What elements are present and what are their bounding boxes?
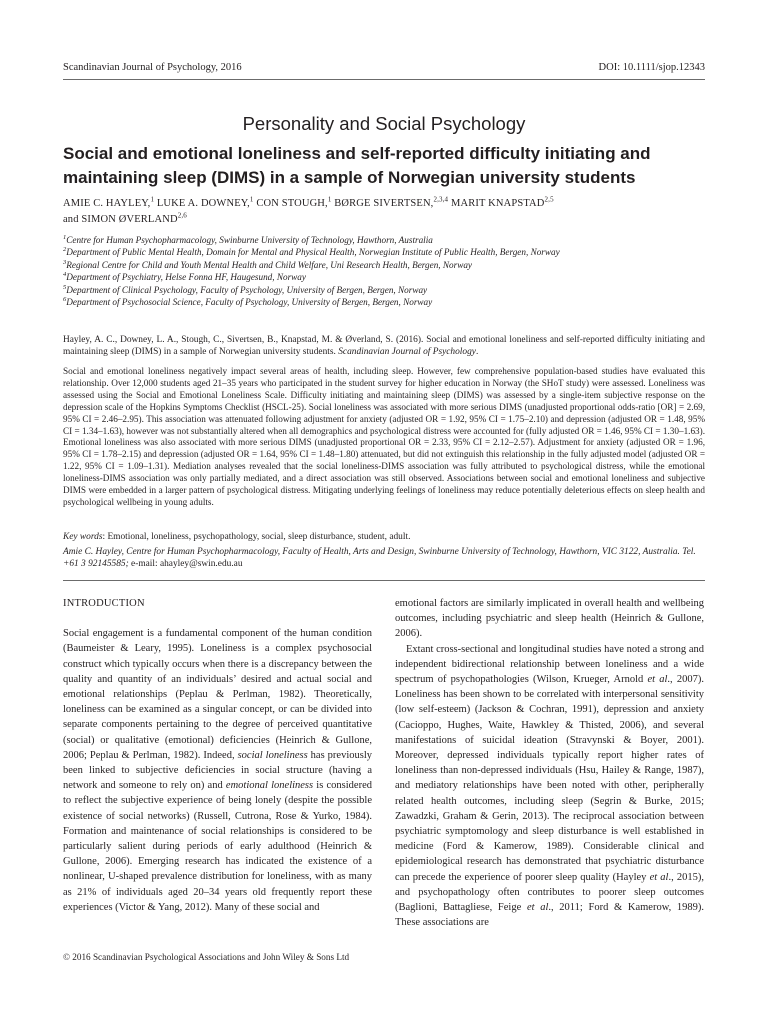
author-affiliation-marker: 1 [150, 195, 155, 204]
affiliation-text: Regional Centre for Child and Youth Mental Health and Child Welfare, Uni Research Health, Bergen, Norway [66, 259, 472, 270]
paper-title-line: Social and emotional loneliness and self-reported difficulty initiating and [63, 144, 651, 163]
correspondence-text: Amie C. Hayley, Centre for Human Psychopharmacology, Faculty of Health, Arts and Design, Swinburne University of Technology, Hawthorn, VIC 3122, Australia. Tel. +61 3 92145585; [63, 547, 696, 570]
citation-journal: Scandinavian Journal of Psychology [338, 347, 476, 358]
author-name: AMIE C. HAYLEY, [63, 198, 151, 209]
keywords [63, 531, 705, 543]
affiliation-number: 1 [63, 233, 67, 241]
body-column-left [63, 596, 372, 915]
author-name: MARIT KNAPSTAD [448, 198, 545, 209]
keywords-text: : Emotional, loneliness, psychopathology, social, sleep disturbance, student, adult. [102, 532, 411, 542]
affiliation-number: 3 [63, 258, 67, 266]
correspondence-email[interactable]: e-mail: ahayley@swin.edu.au [128, 559, 243, 570]
author-list [63, 196, 705, 227]
body-text: ., 2015), and psychopathology often contributes to poorer sleep outcomes (Baglioni, Battagliese, Feige [395, 871, 704, 914]
body-text: Social engagement is a fundamental component of the human condition (Baumeister & Leary, 1995). Loneliness is a complex psychosocial construct which typically occurs when there is a discrepancy between the quality and quantity of an individuals’ desired and actual social and emotional relationships (Peplau & Perlman, 1982). Theoretically, loneliness can be examined as a singular concept, or can be divided into separate components pertaining to the degree of perceived quantitative (social) or qualitative (emotional) deficiencies (Heinrich & Gullone, 2006; Peplau & Perlman, 1982). Indeed, [63, 628, 372, 761]
body-paragraph [63, 626, 372, 915]
author-name: CON STOUGH, [253, 198, 328, 209]
affiliation-number: 5 [63, 283, 67, 291]
abstract-divider [63, 580, 705, 581]
body-emphasis: et al [649, 871, 669, 883]
copyright-footer: © 2016 Scandinavian Psychological Associations and John Wiley & Sons Ltd [63, 952, 350, 962]
body-emphasis: emotional loneliness [225, 780, 314, 792]
author-line [63, 196, 705, 212]
doi-link[interactable]: DOI: 10.1111/sjop.12343 [598, 62, 705, 73]
body-emphasis: et al [526, 902, 549, 914]
body-emphasis: social loneliness [237, 749, 308, 761]
body-emphasis: et al [647, 674, 668, 686]
section-heading: Personality and Social Psychology [242, 113, 526, 134]
correspondence [63, 546, 705, 570]
affiliation-item [63, 284, 705, 296]
author-affiliation-marker: 1 [327, 195, 332, 204]
affiliation-number: 6 [63, 295, 67, 303]
affiliation-number: 2 [63, 246, 67, 254]
affiliation-item [63, 246, 705, 258]
body-text: Extant cross-sectional and longitudinal studies have noted a strong and independent bidirectional relationship between loneliness and a wide spectrum of psychopathologies (Wilson, Krueger, Arnold [395, 643, 704, 686]
journal-name: Scandinavian Journal of Psychology, 2016 [63, 62, 242, 73]
affiliation-text: Department of Psychosocial Science, Faculty of Psychology, University of Bergen, Bergen, Norway [66, 297, 433, 308]
affiliation-number: 4 [63, 271, 67, 279]
body-text: ., 2011; Ford & Kamerow, 1989). These associations are [395, 902, 705, 929]
affiliation-item [63, 271, 705, 283]
affiliation-text: Department of Psychiatry, Helse Fonna HF, Haugesund, Norway [66, 272, 306, 283]
paper-title [63, 142, 705, 190]
introduction-heading: INTRODUCTION [63, 598, 145, 609]
affiliation-item [63, 296, 705, 308]
citation [63, 334, 705, 358]
body-text: has previously been linked to subjective deficiencies in social structure (having a network and someone to rely on) and [63, 749, 372, 792]
affiliation-item [63, 234, 705, 246]
body-text: ., 2007). Loneliness has been shown to be correlated with interpersonal sensitivity (low self-esteem) (Jackson & Cochran, 1991), depression and anxiety (Cacioppo, Hughes, Waite, Hawkley & Thisted, 2006), and several manifestations of suicidal ideation (Stravynski & Boyer, 2001). Moreover, depressed individuals typically report higher rates of loneliness than non-depressed individuals (Hsu, Hailey & Range, 1987), and mediatory relationships have been noted with other, peripherally related health outcomes, including sleep (Segrin & Burke, 2015; Zawadzki, Graham & Gerin, 2013). The reciprocal association between psychiatric symptomology and sleep disturbance is well established in medicine (Ford & Kamerow, 1989). Considerable clinical and epidemiological research has demonstrated that psychiatric disturbance can precede the experience of poorer sleep quality (Hayley [395, 674, 705, 883]
body-paragraph: emotional factors are similarly implicated in overall health and wellbeing outcomes, including psychiatric and sleep health (Heinrich & Gullone, 2006). [395, 598, 704, 640]
author-name: BØRGE SIVERTSEN, [331, 198, 434, 209]
paper-title-line: maintaining sleep (DIMS) in a sample of Norwegian university students [63, 168, 636, 187]
affiliation-list [63, 234, 705, 308]
running-head [63, 62, 705, 73]
body-text: is considered to reflect the subjective experience of being lonely (despite the possible existence of social networks) (Russell, Cutrona, Rose & Yurko, 1984). Formation and maintenance of social relationships is considered to be particularly salient during periods of early adulthood (Heinrich & Gullone, 2006). Emerging research has indicated the existence of a nonlinear, U-shaped prevalence distribution for loneliness, with as many as 21% of individuals aged 20–34 years old frequently report these experiences (Victor & Yang, 2012). Many of these social and [63, 780, 372, 913]
affiliation-text: Department of Public Mental Health, Domain for Mental and Physical Health, Norwegian Institute of Public Health, Bergen, Norway [66, 247, 560, 258]
author-affiliation-marker: 2,6 [177, 211, 187, 219]
affiliation-item [63, 259, 705, 271]
author-name: LUKE A. DOWNEY, [154, 198, 250, 209]
author-name: and SIMON ØVERLAND [63, 213, 178, 225]
affiliation-text: Department of Clinical Psychology, Faculty of Psychology, University of Bergen, Bergen, Norway [66, 284, 428, 295]
author-line [63, 212, 705, 228]
affiliation-text: Centre for Human Psychopharmacology, Swinburne University of Technology, Hawthorn, Australia [66, 235, 433, 245]
author-affiliation-marker: 1 [249, 195, 254, 204]
citation-end: . [475, 347, 479, 358]
author-affiliation-marker: 2,3,4 [433, 195, 449, 204]
abstract: Social and emotional loneliness negatively impact several areas of health, including sleep. However, few comprehensive population-based studies have evaluated this relationship. Over 12,000 students aged 21–35 years who participated in the student survey for higher education in Norway (the SHoT study) were assessed. Loneliness was assessed using the Social and Emotional Loneliness Scale. Difficulty initiating and maintaining sleep (DIMS) was assessed by a single-item subjective response on the depression scale of the Hopkins Symptoms Checklist (HSCL-25). Social loneliness was associated with more serious DIMS (unadjusted proportional odds-ratio [OR] = 2.69, 95% CI = 2.46–2.95). This association was attenuated following adjustment for anxiety (adjusted OR = 1.92, 95% CI = 1.75–2.10) and depression (adjusted OR = 1.48, 95% CI = 1.34–1.63), however was not substantially altered when all demographics and psychological distress were accounted for (fully adjusted OR = 1.46, 95% CI = 1.30–1.63). Emotional loneliness was also associated with more serious DIMS (unadjusted proportional OR = 2.33, 95% CI = 2.12–2.57). Adjustment for anxiety (adjusted OR = 1.96, 95% CI = 1.78–2.15) and depression (adjusted OR = 1.64, 95% CI = 1.48–1.80) attenuated, but did not extinguish this relationship in the fully adjusted model (adjusted OR = 1.22, 95% CI = 1.09–1.31). Mediation analyses revealed that the social loneliness-DIMS association was fully attributed to psychological distress, while the emotional loneliness-DIMS association was only partially mediated, and a direct association was still observed. Associations between social and emotional loneliness and subjective DIMS were embedded in a larger pattern of psychological distress. Mitigating underlying feelings of loneliness may reduce potentially deleterious effects on sleep health and psychological wellbeing in young adults. [63, 366, 705, 507]
keywords-label: Key words [63, 532, 103, 542]
header-divider [63, 79, 705, 80]
author-affiliation-marker: 2,5 [544, 195, 554, 204]
body-paragraph [395, 642, 704, 931]
citation-text: Hayley, A. C., Downey, L. A., Stough, C., Sivertsen, B., Knapstad, M. & Øverland, S. (2016). Social and emotional loneliness and self-reported difficulty initiating and maintaining sleep (DIMS) in a sample of Norwegian university students. [63, 335, 705, 358]
body-column-right [395, 596, 704, 930]
